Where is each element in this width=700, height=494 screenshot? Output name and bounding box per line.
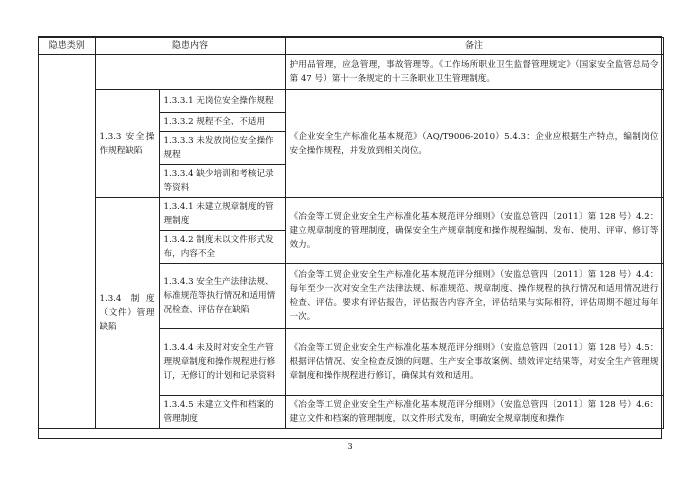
item-1345: 1.3.4.5 未建立文件和档案的管理制度 bbox=[159, 396, 285, 429]
hazard-table-frame bbox=[38, 36, 662, 439]
header-content: 隐患内容 bbox=[95, 38, 285, 55]
table-row bbox=[39, 90, 663, 113]
item-1342: 1.3.4.2 制度未以文件形式发布，内容不全 bbox=[159, 231, 285, 264]
item-1341: 1.3.4.1 未建立规章制度的管理制度 bbox=[159, 198, 285, 231]
group-133-label: 1.3.3 安全操作规程缺陷 bbox=[95, 90, 159, 198]
category-cell bbox=[39, 55, 95, 429]
item-1333: 1.3.3.3 未发放岗位安全操作规程 bbox=[159, 132, 285, 165]
note-1342: 《冶金等工贸企业安全生产标准化基本规范评分细则》（安监总管四〔2011〕第 128 号）4.2：建立规章制度的管理制度，确保安全生产规章制度和操作规程编制、发布、使用、评审、修订等效力。 bbox=[285, 198, 663, 264]
top-note-cell: 护用品管理，应急管理，事故管理等。《工作场所职业卫生监督管理规定》（国家安全监管总局令第 47 号）第十一条规定的十三条职业卫生管理制度。 bbox=[285, 55, 663, 90]
table-header-row bbox=[39, 38, 663, 55]
item-1344: 1.3.4.4 未及时对安全生产管理规章制度和操作规程进行修订，无修订的计划和记录资料 bbox=[159, 329, 285, 396]
header-note: 备注 bbox=[285, 38, 663, 55]
continuation-cell bbox=[95, 55, 285, 90]
table-row bbox=[39, 198, 663, 231]
page-number: 3 bbox=[347, 442, 353, 451]
group-134-label: 1.3.4 制度（文件）管理缺陷 bbox=[95, 198, 159, 429]
item-1343: 1.3.4.3 安全生产法律法规、标准规范等执行情况和适用情况检查、评估存在缺陷 bbox=[159, 264, 285, 329]
item-1332: 1.3.3.2 规程不全、不适用 bbox=[159, 113, 285, 132]
table-row bbox=[39, 55, 663, 90]
hazard-table bbox=[39, 37, 664, 429]
group-133-note: 《企业安全生产标准化基本规范》（AQ/T9006-2010）5.4.3：企业应根据生产特点，编制岗位安全操作规程，并发放到相关岗位。 bbox=[285, 90, 663, 198]
header-category: 隐患类别 bbox=[39, 38, 95, 55]
note-1344: 《冶金等工贸企业安全生产标准化基本规范评分细则》（安监总管四〔2011〕第 128 号）4.4：每年至少一次对安全生产法律法规、标准规范、规章制度、操作规程的执行情况和适用情况进行检查、评估。要求有评估报告，评估报告内容齐全，评估结果与实际相符，评估周期不超过每年一次。 bbox=[285, 264, 663, 329]
note-1345: 《冶金等工贸企业安全生产标准化基本规范评分细则》（安监总管四〔2011〕第 128 号）4.5：根据评估情况、安全检查反馈的问题、生产安全事故案例、绩效评定结果等，对安全生产管理规章制度和操作规程进行修订，确保其有效和适用。 bbox=[285, 329, 663, 396]
note-1346: 《冶金等工贸企业安全生产标准化基本规范评分细则》（安监总管四〔2011〕第 128 号）4.6：建立文件和档案的管理制度，以文件形式发布，明确安全规章制度和操作 bbox=[285, 396, 663, 429]
item-1331: 1.3.3.1 无岗位安全操作规程 bbox=[159, 90, 285, 113]
item-1334: 1.3.3.4 缺少培训和考核记录等资料 bbox=[159, 165, 285, 198]
